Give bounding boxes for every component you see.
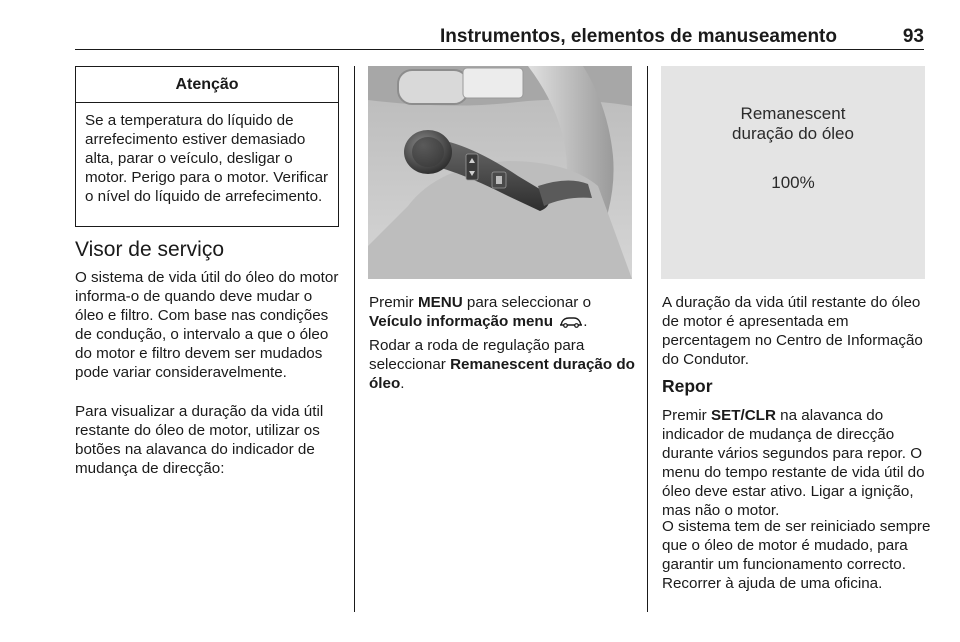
wheel-instruction	[369, 336, 639, 393]
page-header-title: Instrumentos, elementos de manuseamento	[440, 26, 837, 47]
warning-text: Se a temperatura do líquido de arrefecimento estiver demasiado alta, parar o veículo, desligar o motor. Perigo para o motor. Verificar o nível do líquido de arrefecimento.	[85, 112, 329, 205]
reset-heading: Repor	[662, 376, 713, 396]
oil-life-value: 100%	[771, 173, 815, 192]
menu-key-label: MENU	[417, 294, 463, 311]
display-title	[661, 104, 925, 144]
vehicle-menu-label: Veículo informação menu	[369, 313, 553, 330]
wheel-period: .	[400, 375, 405, 392]
rodar-text: Rodar a roda de regulação para seleccionar	[369, 337, 585, 373]
menu-instruction	[369, 293, 639, 331]
setclr-key-label: SET/CLR	[710, 407, 776, 424]
display-title-line-2: duração do óleo	[732, 124, 854, 143]
menu-period: .	[583, 313, 588, 330]
header-rule	[75, 49, 924, 50]
right-paragraph-3: O sistema tem de ser reiniciado sempre que o óleo de motor é mudado, para garantir um funcionamento correcto. Recorrer à ajuda de uma oficina.	[662, 518, 931, 592]
right-paragraph-1: A duração da vida útil restante do óleo de motor é apresentada em percentagem no Centro de Informação do Condutor.	[662, 294, 923, 368]
reset-text: na alavanca do indicador de mudança de direcção durante vários segundos para repor. O menu do tempo restante de vida útil do óleo deve estar ativo. Ligar a ignição, mas não o motor.	[662, 407, 925, 519]
display-title-line-1: Remanescent	[740, 104, 846, 123]
premir-text: Premir	[369, 294, 414, 311]
turn-signal-lever-photo	[368, 66, 632, 279]
warning-box	[75, 66, 339, 227]
section-heading-service-display: Visor de serviço	[75, 238, 225, 261]
service-paragraph-2: Para visualizar a duração da vida útil restante do óleo de motor, utilizar os botões na alavanca do indicador de mudança de direcção:	[75, 403, 324, 477]
reset-instruction	[662, 406, 934, 520]
column-divider-right	[647, 66, 648, 612]
reset-premir-text: Premir	[662, 407, 707, 424]
remanescent-label: Remanescent duração do óleo	[369, 356, 635, 392]
select-text: para seleccionar o	[466, 294, 592, 311]
service-paragraph-1: O sistema de vida útil do óleo do motor informa-o de quando deve mudar o óleo e filtro. Com base nas condições de condução, o intervalo a que o óleo do motor e filtro devem ser mudados pode variar consideravelmente.	[75, 269, 339, 381]
warning-title: Atenção	[76, 67, 338, 103]
column-divider-left	[354, 66, 355, 612]
car-icon	[559, 316, 583, 328]
oil-life-display	[661, 66, 925, 279]
page-number: 93	[902, 26, 924, 47]
lever-illustration	[368, 66, 632, 279]
